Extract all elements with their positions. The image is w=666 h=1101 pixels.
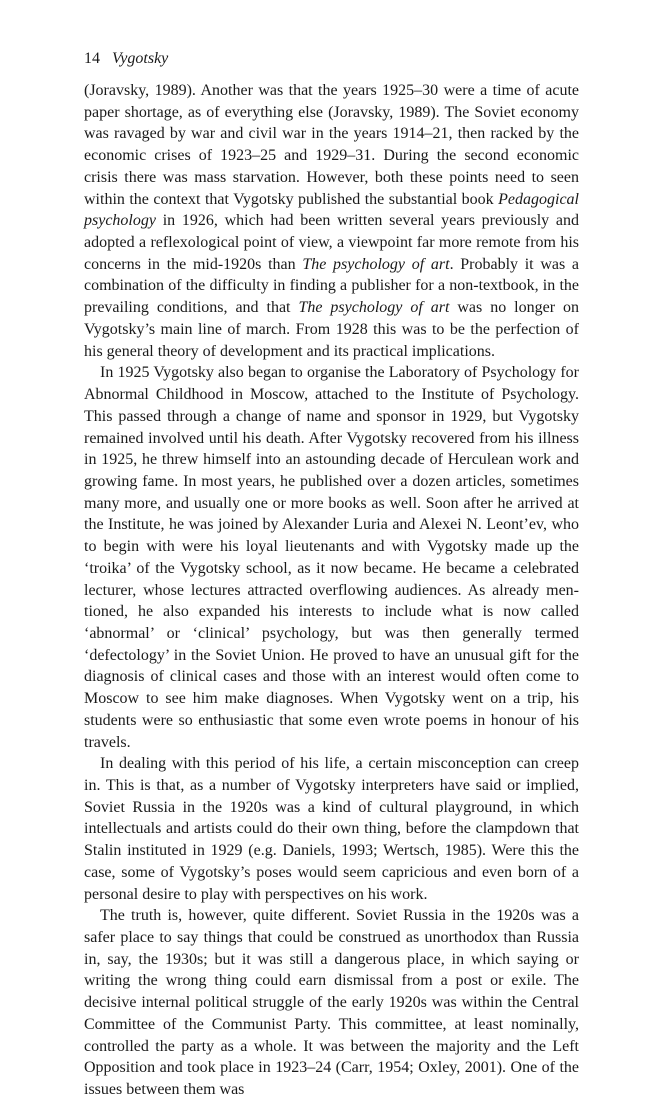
body-text xyxy=(84,80,579,1101)
text-run: In 1925 Vygotsky also began to organise the Laboratory of Psychology for Abnormal Childhood in Moscow, attached to the Institute of Psychology. This passed through a change of name and sponsor in 1929, but Vygotsky remained involved until his death. After Vygotsky recovered from his illness in 1925, he threw himself into an astounding decade of Herculean work and growing fame. In most years, he published over a dozen articles, sometimes many more, and usually one or more books as well. Soon after he arrived at the Institute, he was joined by Alexander Luria and Alexei N. Leont’ev, who to begin with were his loyal lieutenants and with Vygotsky made up the ‘troika’ of the Vygotsky school, as it now became. He became a celebrated lecturer, whose lectures attracted overflowing audiences. As already mentioned, he also expanded his interests to include what is now called ‘abnormal’ or ‘clinical’ psychology, but was then generally termed ‘defectology’ in the Soviet Union. He proved to have an unusual gift for the diagnosis of clinical cases and those with an interest would often come to Moscow to see him make diagnoses. When Vygotsky went on a trip, his students were so enthusiastic that some even wrote poems in honour of his travels. xyxy=(84,364,579,751)
text-run: . Probably it was a combination of the difficulty in finding a publisher for a non-textbook, in the prevailing conditions, and that xyxy=(84,255,580,317)
text-run: The truth is, however, quite different. Soviet Russia in the 1920s was a safer place to say things that could be construed as unorthodox than Russia in, say, the 1930s; but it was still a dangerous place, in which saying or writing the wrong thing could earn dismissal from a post or exile. The decisive internal political struggle of the early 1920s was within the Central Committee of the Communist Party. This committee, at least nominally, controlled the party as a whole. It was between the majority and the Left Opposition and took place in 1923–24 (Carr, 1954; Oxley, 2001). One of the issues between them was xyxy=(84,907,579,1099)
paragraph xyxy=(84,753,579,905)
paragraph xyxy=(84,80,579,362)
book-title: Pedagogical psychology xyxy=(84,190,579,230)
text-run: in 1926, which had been written several years previously and adopted a reflexological point of view, a viewpoint far more remote from his concerns in the mid-1920s than xyxy=(84,212,579,273)
text-run: (Joravsky, 1989). Another was that the years 1925–30 were a time of acute paper shortage, as of everything else (Joravsky, 1989). The Soviet economy was ravaged by war and civil war in the years 1914–21, then racked by the economic crises of 1923–25 and 1929–31. During the second economic crisis there was mass starvation. However, both these points need to seen within the context that Vygotsky published the substantial book xyxy=(84,82,579,208)
running-header xyxy=(84,49,168,69)
text-run: was no longer on Vygotsky’s main line of march. From 1928 this was to be the perfection of his general theory of development and its practical implications. xyxy=(84,299,580,360)
book-title: The psychology of art xyxy=(298,299,450,317)
paragraph xyxy=(84,362,579,753)
book-title: The psychology of art xyxy=(302,255,450,273)
running-title: Vygotsky xyxy=(112,50,169,67)
text-run: In dealing with this period of his life, a certain misconception can creep in. This is that, as a number of Vygotsky interpreters have said or implied, Soviet Russia in the 1920s was a kind of cultural playground, in which intellectuals and artists could do their own thing, before the clampdown that Stalin instituted in 1929 (e.g. Daniels, 1993; Wertsch, 1985). Were this the case, some of Vygotsky’s poses would seem capricious and even born of a personal desire to play with perspectives on his work. xyxy=(84,755,579,903)
paragraph xyxy=(84,905,579,1100)
page-number: 14 xyxy=(84,50,100,67)
